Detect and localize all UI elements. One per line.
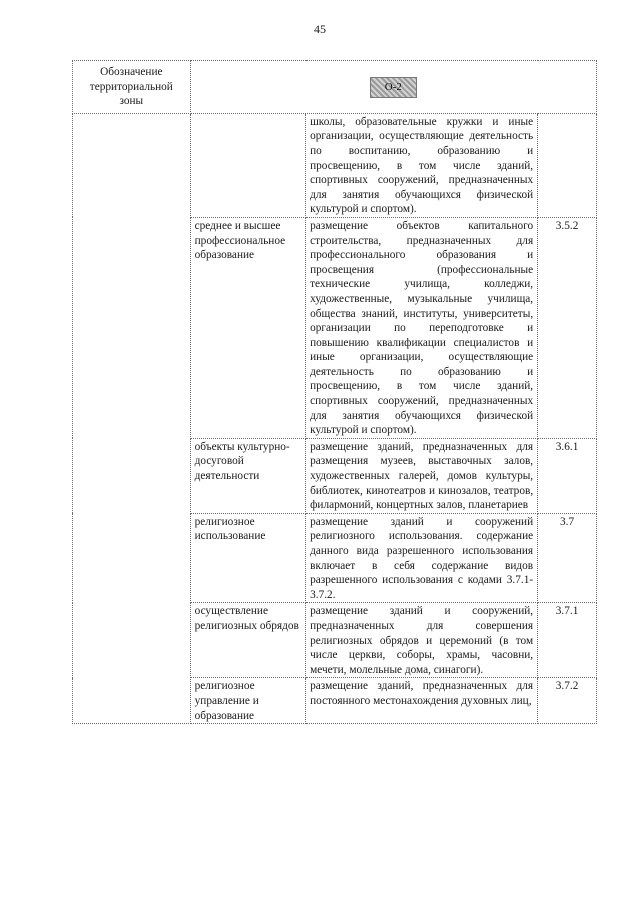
use-description-cell: размещение зданий, предназначенных для постоянного местонахождения духовных лиц,: [306, 678, 538, 724]
table-header-row: [73, 61, 597, 114]
table-row: [73, 113, 597, 217]
use-type-cell: осуществление религиозных обрядов: [190, 603, 305, 678]
zone-label-header: Обозначение территориальной зоны: [73, 61, 191, 114]
use-code-cell: 3.7.1: [538, 603, 597, 678]
use-type-cell: религиозное управление и образование: [190, 678, 305, 724]
use-description-cell: школы, образовательные кружки и иные организации, осуществляющие деятельность по воспитанию, образованию и просвещению, в том числе зданий, спортивных сооружений, предназначенных для занятия обучающихся физической культурой и спортом).: [306, 113, 538, 217]
use-description-cell: размещение зданий и сооружений религиозного использования. содержание данного вида разрешенного использования включает в себя содержание видов разрешенного использования с кодами 3.7.1-3.7.2.: [306, 513, 538, 603]
use-description-cell: размещение зданий, предназначенных для размещения музеев, выставочных залов, художественных галерей, домов культуры, библиотек, кинотеатров и кинозалов, театров, филармоний, концертных залов, планетариев: [306, 438, 538, 513]
zone-column-cell: [73, 113, 191, 723]
use-type-cell: [190, 113, 305, 217]
page-number: 45: [314, 22, 326, 36]
zoning-table: [72, 60, 597, 724]
zone-code-badge: О-2: [370, 77, 417, 98]
use-description-cell: размещение зданий и сооружений, предназначенных для совершения религиозных обрядов и церемоний (в том числе церкви, соборы, храмы, часовни, мечети, молельные дома, синагоги).: [306, 603, 538, 678]
use-type-cell: среднее и высшее профессиональное образование: [190, 217, 305, 438]
use-code-cell: [538, 113, 597, 217]
use-code-cell: 3.7: [538, 513, 597, 603]
use-code-cell: 3.7.2: [538, 678, 597, 724]
zone-code-header: [190, 61, 596, 114]
use-description-cell: размещение объектов капитального строительства, предназначенных для профессионального образования и просвещения (профессиональные технические училища, колледжи, художественные, музыкальные училища, общества знаний, институты, университеты, организации по переподготовке и повышению квалификации специалистов и иные организации, осуществляющие деятельность по образованию и просвещению, в том числе зданий, спортивных сооружений, предназначенных для занятия обучающихся физической культурой и спортом).: [306, 217, 538, 438]
use-type-cell: религиозное использование: [190, 513, 305, 603]
use-code-cell: 3.5.2: [538, 217, 597, 438]
use-code-cell: 3.6.1: [538, 438, 597, 513]
use-type-cell: объекты культурно-досуговой деятельности: [190, 438, 305, 513]
